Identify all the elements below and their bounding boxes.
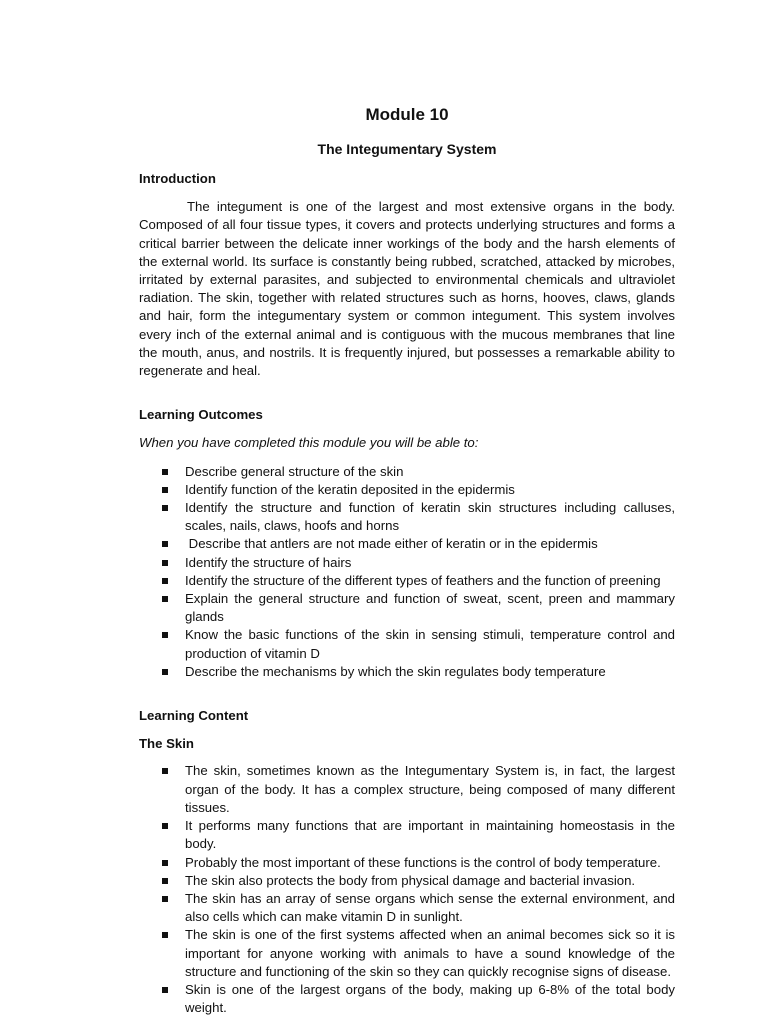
module-subtitle: The Integumentary System bbox=[317, 141, 497, 157]
list-item bbox=[139, 872, 675, 890]
square-bullet-icon bbox=[162, 596, 168, 602]
square-bullet-icon bbox=[162, 669, 168, 675]
introduction-heading: Introduction bbox=[139, 171, 216, 186]
square-bullet-icon bbox=[162, 487, 168, 493]
list-item-text: Identify the structure of the different types of feathers and the function of preening bbox=[185, 572, 661, 588]
square-bullet-icon bbox=[162, 541, 168, 547]
list-item-text: The skin has an array of sense organs which sense the external environment, and also cells which can make vitamin D in sunlight. bbox=[185, 890, 675, 925]
learning-outcomes-lead-in: When you have completed this module you will be able to: bbox=[139, 435, 479, 451]
list-item-text: Describe general structure of the skin bbox=[185, 463, 404, 479]
square-bullet-icon bbox=[162, 878, 168, 884]
list-item-text: Identify the structure of hairs bbox=[185, 554, 352, 570]
list-item-text: Identify the structure and function of keratin skin structures including calluses, scales, nails, claws, hoofs and horns bbox=[185, 500, 675, 534]
learning-content-list bbox=[139, 762, 675, 1017]
square-bullet-icon bbox=[162, 578, 168, 584]
list-item bbox=[139, 762, 675, 817]
list-item bbox=[139, 499, 675, 535]
document-page bbox=[139, 104, 675, 1017]
list-item bbox=[139, 817, 675, 853]
square-bullet-icon bbox=[162, 469, 168, 475]
list-item-text: Describe the mechanisms by which the skin regulates body temperature bbox=[185, 663, 606, 679]
list-item bbox=[139, 590, 675, 626]
list-item bbox=[139, 535, 675, 553]
square-bullet-icon bbox=[162, 560, 168, 566]
list-item bbox=[139, 554, 675, 572]
module-title: Module 10 bbox=[365, 105, 449, 124]
introduction-paragraph: The integument is one of the largest and most extensive organs in the body. Composed of all four tissue types, it covers and protects underlying structures and forms a critical barrier between the delicate inner workings of the body and the harsh elements of the external world. Its surface is constantly being rubbed, scratched, attacked by microbes, irritated by external parasites, and subjected to environmental chemicals and ultraviolet radiation. The skin, together with related structures such as horns, hooves, claws, glands and hair, form the integumentary system or common integument. This system involves every inch of the external animal and is contiguous with the mucous membranes that line the mouth, anus, and nostrils. It is frequently injured, but possesses a remarkable ability to regenerate and heal. bbox=[139, 199, 675, 379]
square-bullet-icon bbox=[162, 932, 168, 938]
square-bullet-icon bbox=[162, 768, 168, 774]
learning-outcomes-heading: Learning Outcomes bbox=[139, 407, 263, 423]
list-item-text: Probably the most important of these functions is the control of body temperature. bbox=[185, 854, 661, 870]
list-item bbox=[139, 926, 675, 981]
list-item-text: It performs many functions that are important in maintaining homeostasis in the body. bbox=[185, 818, 675, 852]
square-bullet-icon bbox=[162, 823, 168, 829]
list-item-text: Describe that antlers are not made either of keratin or in the epidermis bbox=[185, 536, 598, 552]
list-item-text: The skin, sometimes known as the Integumentary System is, in fact, the largest organ of the body. It has a complex structure, being composed of many different tissues. bbox=[185, 763, 675, 815]
list-item-text: The skin also protects the body from physical damage and bacterial invasion. bbox=[185, 872, 636, 888]
learning-content-heading: Learning Content bbox=[139, 708, 249, 724]
square-bullet-icon bbox=[162, 505, 168, 511]
list-item bbox=[139, 890, 675, 926]
list-item bbox=[139, 481, 675, 499]
list-item bbox=[139, 626, 675, 662]
list-item bbox=[139, 663, 675, 681]
square-bullet-icon bbox=[162, 632, 168, 638]
list-item bbox=[139, 854, 675, 872]
list-item bbox=[139, 463, 675, 481]
learning-outcomes-list bbox=[139, 463, 675, 681]
list-item-text: Identify function of the keratin deposited in the epidermis bbox=[185, 481, 515, 497]
list-item bbox=[139, 981, 675, 1017]
square-bullet-icon bbox=[162, 987, 168, 993]
square-bullet-icon bbox=[162, 896, 168, 902]
list-item-text: Explain the general structure and function of sweat, scent, preen and mammary glands bbox=[185, 591, 675, 625]
list-item-text: The skin is one of the first systems affected when an animal becomes sick so it is important for anyone working with animals to have a sound knowledge of the structure and functioning of the skin so they can quickly recognise signs of disease. bbox=[185, 927, 675, 979]
list-item-text: Skin is one of the largest organs of the body, making up 6-8% of the total body weight. bbox=[185, 981, 675, 1016]
square-bullet-icon bbox=[162, 860, 168, 866]
the-skin-heading: The Skin bbox=[139, 736, 194, 752]
list-item bbox=[139, 572, 675, 590]
list-item-text: Know the basic functions of the skin in sensing stimuli, temperature control and production of vitamin D bbox=[185, 627, 675, 661]
